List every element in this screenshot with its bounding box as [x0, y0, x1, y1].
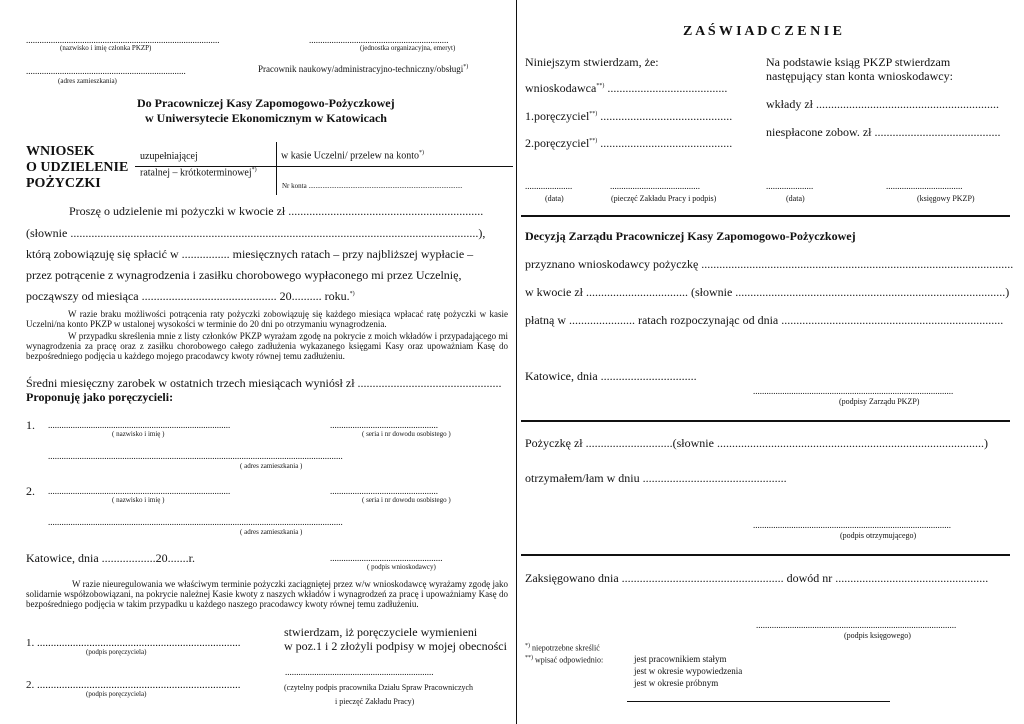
place-date-line: Katowice, dnia ..................20.......r.: [26, 551, 195, 565]
salary-line: Średni miesięczny zarobek w ostatnich trzech miesiącach wyniósł zł ................................................: [26, 376, 502, 390]
guarantor-1-name-line: .................................................................................: [48, 420, 231, 430]
date-line-2: .....................: [766, 181, 814, 191]
footnote-2: **) wpisać odpowiednio:: [525, 655, 604, 665]
clause-removal: W przypadku skreślenia mnie z listy członków PKZP wyrażam zgodę na pokrycie z moich wkładów i przypadającego mi wynagrodzenia za pracę oraz z zasiłku chorobowego całego zadłużenia wykazanego księgami Kasy oraz upoważniam Kasę do bezpośredniego podjęcia u każdego mojego pracodawcy kwoty równej temu zadłużeniu.: [26, 331, 508, 361]
section-divider-2: [521, 420, 1010, 422]
unit-caption: (jednostka organizacyjna, emeryt): [360, 44, 456, 52]
recipient-signature-caption: (podpis otrzymującego): [840, 531, 917, 540]
request-line-1: Proszę o udzielenie mi pożyczki w kwocie zł .................................................................: [69, 204, 484, 218]
guarantor-1-address-caption: ( adres zamieszkania ): [240, 462, 303, 470]
confirmation-line-2: w poz.1 i 2 złożyli podpisy w mojej obecności: [284, 639, 507, 653]
guarantor-1-status: 1.poręczyciel**) ............................................: [525, 109, 733, 123]
guarantor-2-name-caption: ( nazwisko i imię ): [112, 496, 165, 504]
guarantor-1-address-line: ...................................................................................................................................: [48, 451, 343, 461]
hr-signature-caption-2: i pieczęć Zakładu Pracy): [335, 697, 415, 706]
books-line-2: następujący stan konta wnioskodawcy:: [766, 69, 953, 83]
form-title-1: WNIOSEK: [26, 144, 95, 159]
guarantor-2-address-line: ...................................................................................................................................: [48, 517, 343, 527]
footnote-option-b: jest w okresie wypowiedzenia: [634, 666, 743, 676]
request-line-3: którą zobowiązuję się spłacić w ................ miesięcznych ratach – przy najbliższej wypłacie –: [26, 247, 474, 261]
request-line-2: (słownie ........................................................................................................................................),: [26, 226, 486, 240]
guarantor-2-signature-line: 2. ..........................................................................: [26, 679, 241, 691]
option-supplementary: uzupełniającej: [140, 151, 198, 162]
guarantor-2-number: 2.: [26, 484, 35, 498]
footnote-option-c: jest w okresie próbnym: [634, 678, 719, 688]
certify-text: Niniejszym stwierdzam, że:: [525, 55, 659, 69]
received-line: otrzymałem/łam w dniu ................................................: [525, 471, 787, 485]
options-vline: [276, 142, 277, 195]
request-line-4: przez potrącenie z wynagrodzenia i zasiłku chorobowego wypłaconego mi przez Uczelnię,: [26, 268, 462, 282]
addressee-line-1: Do Pracowniczej Kasy Zapomogowo-Pożyczkowej: [137, 96, 395, 110]
board-signature-line: .........................................................................................: [753, 386, 954, 396]
amount-line: w kwocie zł .................................. (słownie ..........................................................................................): [525, 285, 1010, 299]
unit-line: ..............................................................: [309, 35, 449, 45]
recipient-signature-line: ........................................................................................: [753, 520, 951, 530]
member-name-caption: (nazwisko i imię członka PKZP): [60, 44, 152, 52]
option-cash-transfer: w kasie Uczelni/ przelew na konto*): [281, 150, 425, 162]
confirmation-line-1: stwierdzam, iż poręczyciele wymienieni: [284, 625, 478, 639]
guarantor-2-id-line: ................................................: [330, 486, 438, 496]
bookkeeper-signature-caption: (podpis księgowego): [844, 631, 911, 640]
date-line-1: .....................: [525, 181, 573, 191]
footnote-option-a: jest pracownikiem stałym: [634, 654, 727, 664]
clause-payment: W razie braku możliwości potrącenia raty pożyczki zobowiązuję się każdego miesiąca wpłacać ratę pożyczki w kasie Uczelni/na konto PKZP w ustalonej wysokości w terminie do 20 dni po otrzymaniu wynagrodzenia.: [26, 309, 508, 329]
accountant-line: ..................................: [886, 181, 963, 191]
guarantor-2-signature-caption: (podpis poręczyciela): [86, 690, 147, 698]
applicant-status: wnioskodawca**) ........................................: [525, 81, 728, 95]
stamp-caption: (pieczęć Zakładu Pracy i podpis): [611, 194, 717, 203]
books-line-1: Na podstawie ksiąg PKZP stwierdzam: [766, 55, 951, 69]
booked-line: Zaksięgowano dnia ...................................................... dowód nr ...................................................: [525, 571, 989, 585]
address-caption: (adres zamieszkania): [58, 77, 117, 85]
installments-line: płatną w ...................... ratach rozpoczynając od dnia ..........................................................................: [525, 313, 1004, 327]
guarantor-1-id-caption: ( seria i nr dowodu osobistego ): [362, 430, 451, 438]
guarantor-2-address-caption: ( adres zamieszkania ): [240, 528, 303, 536]
date-caption-1: (data): [545, 194, 564, 203]
address-line: .......................................................................: [26, 66, 186, 76]
guarantor-1-number: 1.: [26, 418, 35, 432]
request-line-5: począwszy od miesiąca ............................................. 20.......... roku.*): [26, 289, 355, 303]
decision-heading: Decyzją Zarządu Pracowniczej Kasy Zapomogowo-Pożyczkowej: [525, 229, 856, 243]
applicant-signature-caption: ( podpis wnioskodawcy): [367, 563, 436, 571]
guarantor-2-name-line: .................................................................................: [48, 486, 231, 496]
board-signature-caption: (podpisy Zarządu PKZP): [839, 397, 920, 406]
guarantor-1-name-caption: ( nazwisko i imię ): [112, 430, 165, 438]
deposits-line: wkłady zł .............................................................: [766, 97, 999, 111]
loan-line: Pożyczkę zł .............................(słownie .........................................................................................): [525, 436, 988, 450]
page-divider: [516, 0, 517, 724]
guarantor-1-signature-caption: (podpis poręczyciela): [86, 648, 147, 656]
clause-guarantors: W razie nieuregulowania we właściwym terminie pożyczki zaciągniętej przez w/w wnioskodawcę wyrażamy zgodę jako solidarnie współzobowiązani, na pokrycie należnej Kasie kwoty z naszych wkładów i wynagrodzeń za pracę i upoważniamy Kasę do bezpośredniego podjęcia w takim przypadku u każdego naszego pracodawcy kwoty równej temu zadłużeniu.: [26, 579, 508, 609]
footnote-1: *) niepotrzebne skreślić: [525, 643, 600, 653]
applicant-signature-line: ..................................................: [330, 553, 443, 563]
addressee-line-2: w Uniwersytecie Ekonomicznym w Katowicach: [145, 111, 387, 125]
guarantor-1-signature-line: 1. ..........................................................................: [26, 637, 241, 649]
section-divider-3: [521, 554, 1010, 556]
hr-signature-caption-1: (czytelny podpis pracownika Działu Spraw Pracowniczych: [284, 683, 474, 692]
hr-signature-line: ..................................................................: [285, 667, 434, 677]
guarantor-1-id-line: ................................................: [330, 420, 438, 430]
member-name-line: ......................................................................................: [26, 35, 220, 45]
date-caption-2: (data): [786, 194, 805, 203]
bottom-rule: [627, 701, 890, 702]
guarantors-heading: Proponuję jako poręczycieli:: [26, 390, 174, 404]
section-divider-1: [521, 215, 1010, 217]
guarantor-2-status: 2.poręczyciel**) ............................................: [525, 136, 733, 150]
form-title-3: POŻYCZKI: [26, 176, 101, 191]
accountant-caption: (księgowy PKZP): [917, 194, 975, 203]
unpaid-line: niespłacone zobow. zł ..........................................: [766, 125, 1001, 139]
account-number-line: Nr konta ........................................................................................: [282, 182, 463, 190]
option-installment: ratalnej – krótkoterminowej*): [140, 167, 257, 179]
decision-place-date: Katowice, dnia ................................: [525, 369, 697, 383]
certificate-title: Z A Ś W I A D C Z E N I E: [683, 24, 842, 39]
bookkeeper-signature-line: .........................................................................................: [756, 620, 957, 630]
form-title-2: O UDZIELENIE: [26, 160, 129, 175]
granted-line: przyznano wnioskodawcy pożyczkę ........................................................................................................: [525, 257, 1014, 271]
stamp-line: ........................................: [610, 181, 700, 191]
employee-type: Pracownik naukowy/administracyjno-techniczny/obsługi*): [258, 64, 469, 74]
guarantor-2-id-caption: ( seria i nr dowodu osobistego ): [362, 496, 451, 504]
